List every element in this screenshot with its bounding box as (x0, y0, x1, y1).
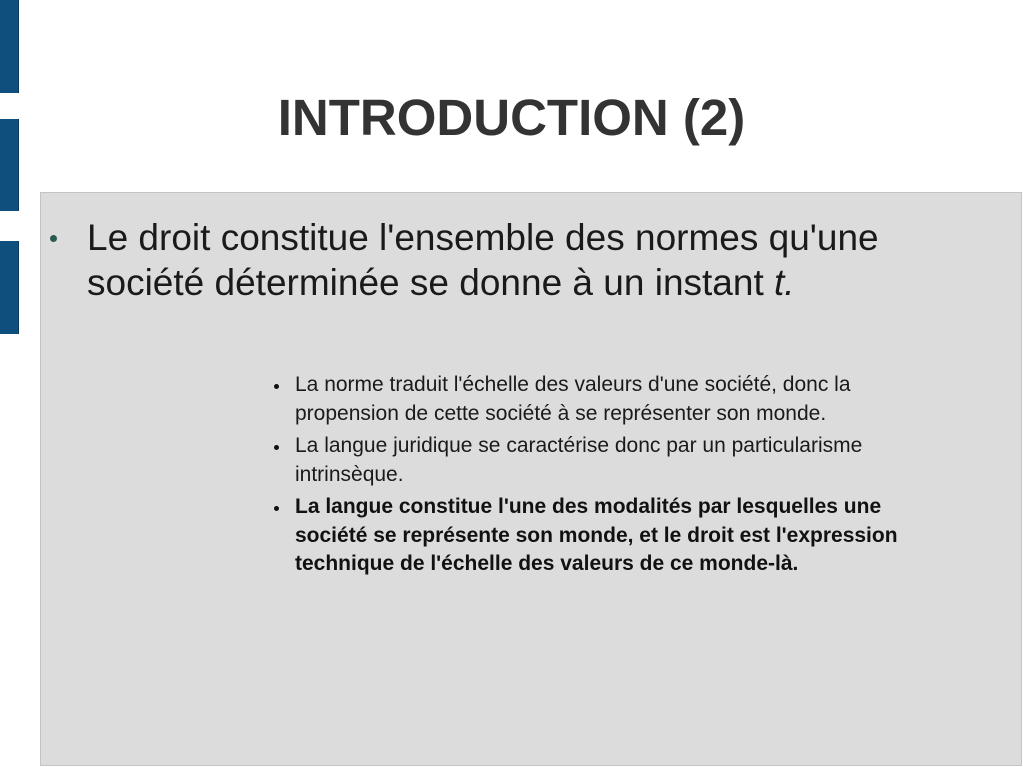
bullet-icon (274, 445, 279, 450)
sub-bullet-text: La norme traduit l'échelle des valeurs d'une société, donc la propension de cette société à se représenter son monde. (295, 373, 851, 425)
sub-bullet-item (295, 432, 955, 489)
sub-bullet-text: La langue juridique se caractérise donc par un particularisme intrinsèque. (295, 434, 863, 486)
slide-title: INTRODUCTION (2) (277, 89, 746, 146)
main-bullet-text: Le droit constitue l'ensemble des normes qu'une société déterminée se donne à un instant (87, 217, 879, 303)
main-bullet (87, 215, 887, 305)
bullet-icon (274, 506, 279, 511)
sub-bullet-list (295, 371, 955, 583)
bullet-icon (50, 235, 57, 242)
left-accent-bar-top (0, 0, 19, 93)
left-accent-bar-bottom (0, 241, 19, 334)
sub-bullet-item (295, 493, 955, 579)
sub-bullet-item (295, 371, 955, 428)
sub-bullet-text: La langue constitue l'une des modalités par lesquelles une société se représente son monde, et le droit est l'expression technique de l'échelle des valeurs de ce monde-là. (295, 495, 898, 575)
content-area (40, 192, 1022, 766)
bullet-icon (274, 384, 279, 389)
main-bullet-emphasis: t. (774, 262, 795, 303)
